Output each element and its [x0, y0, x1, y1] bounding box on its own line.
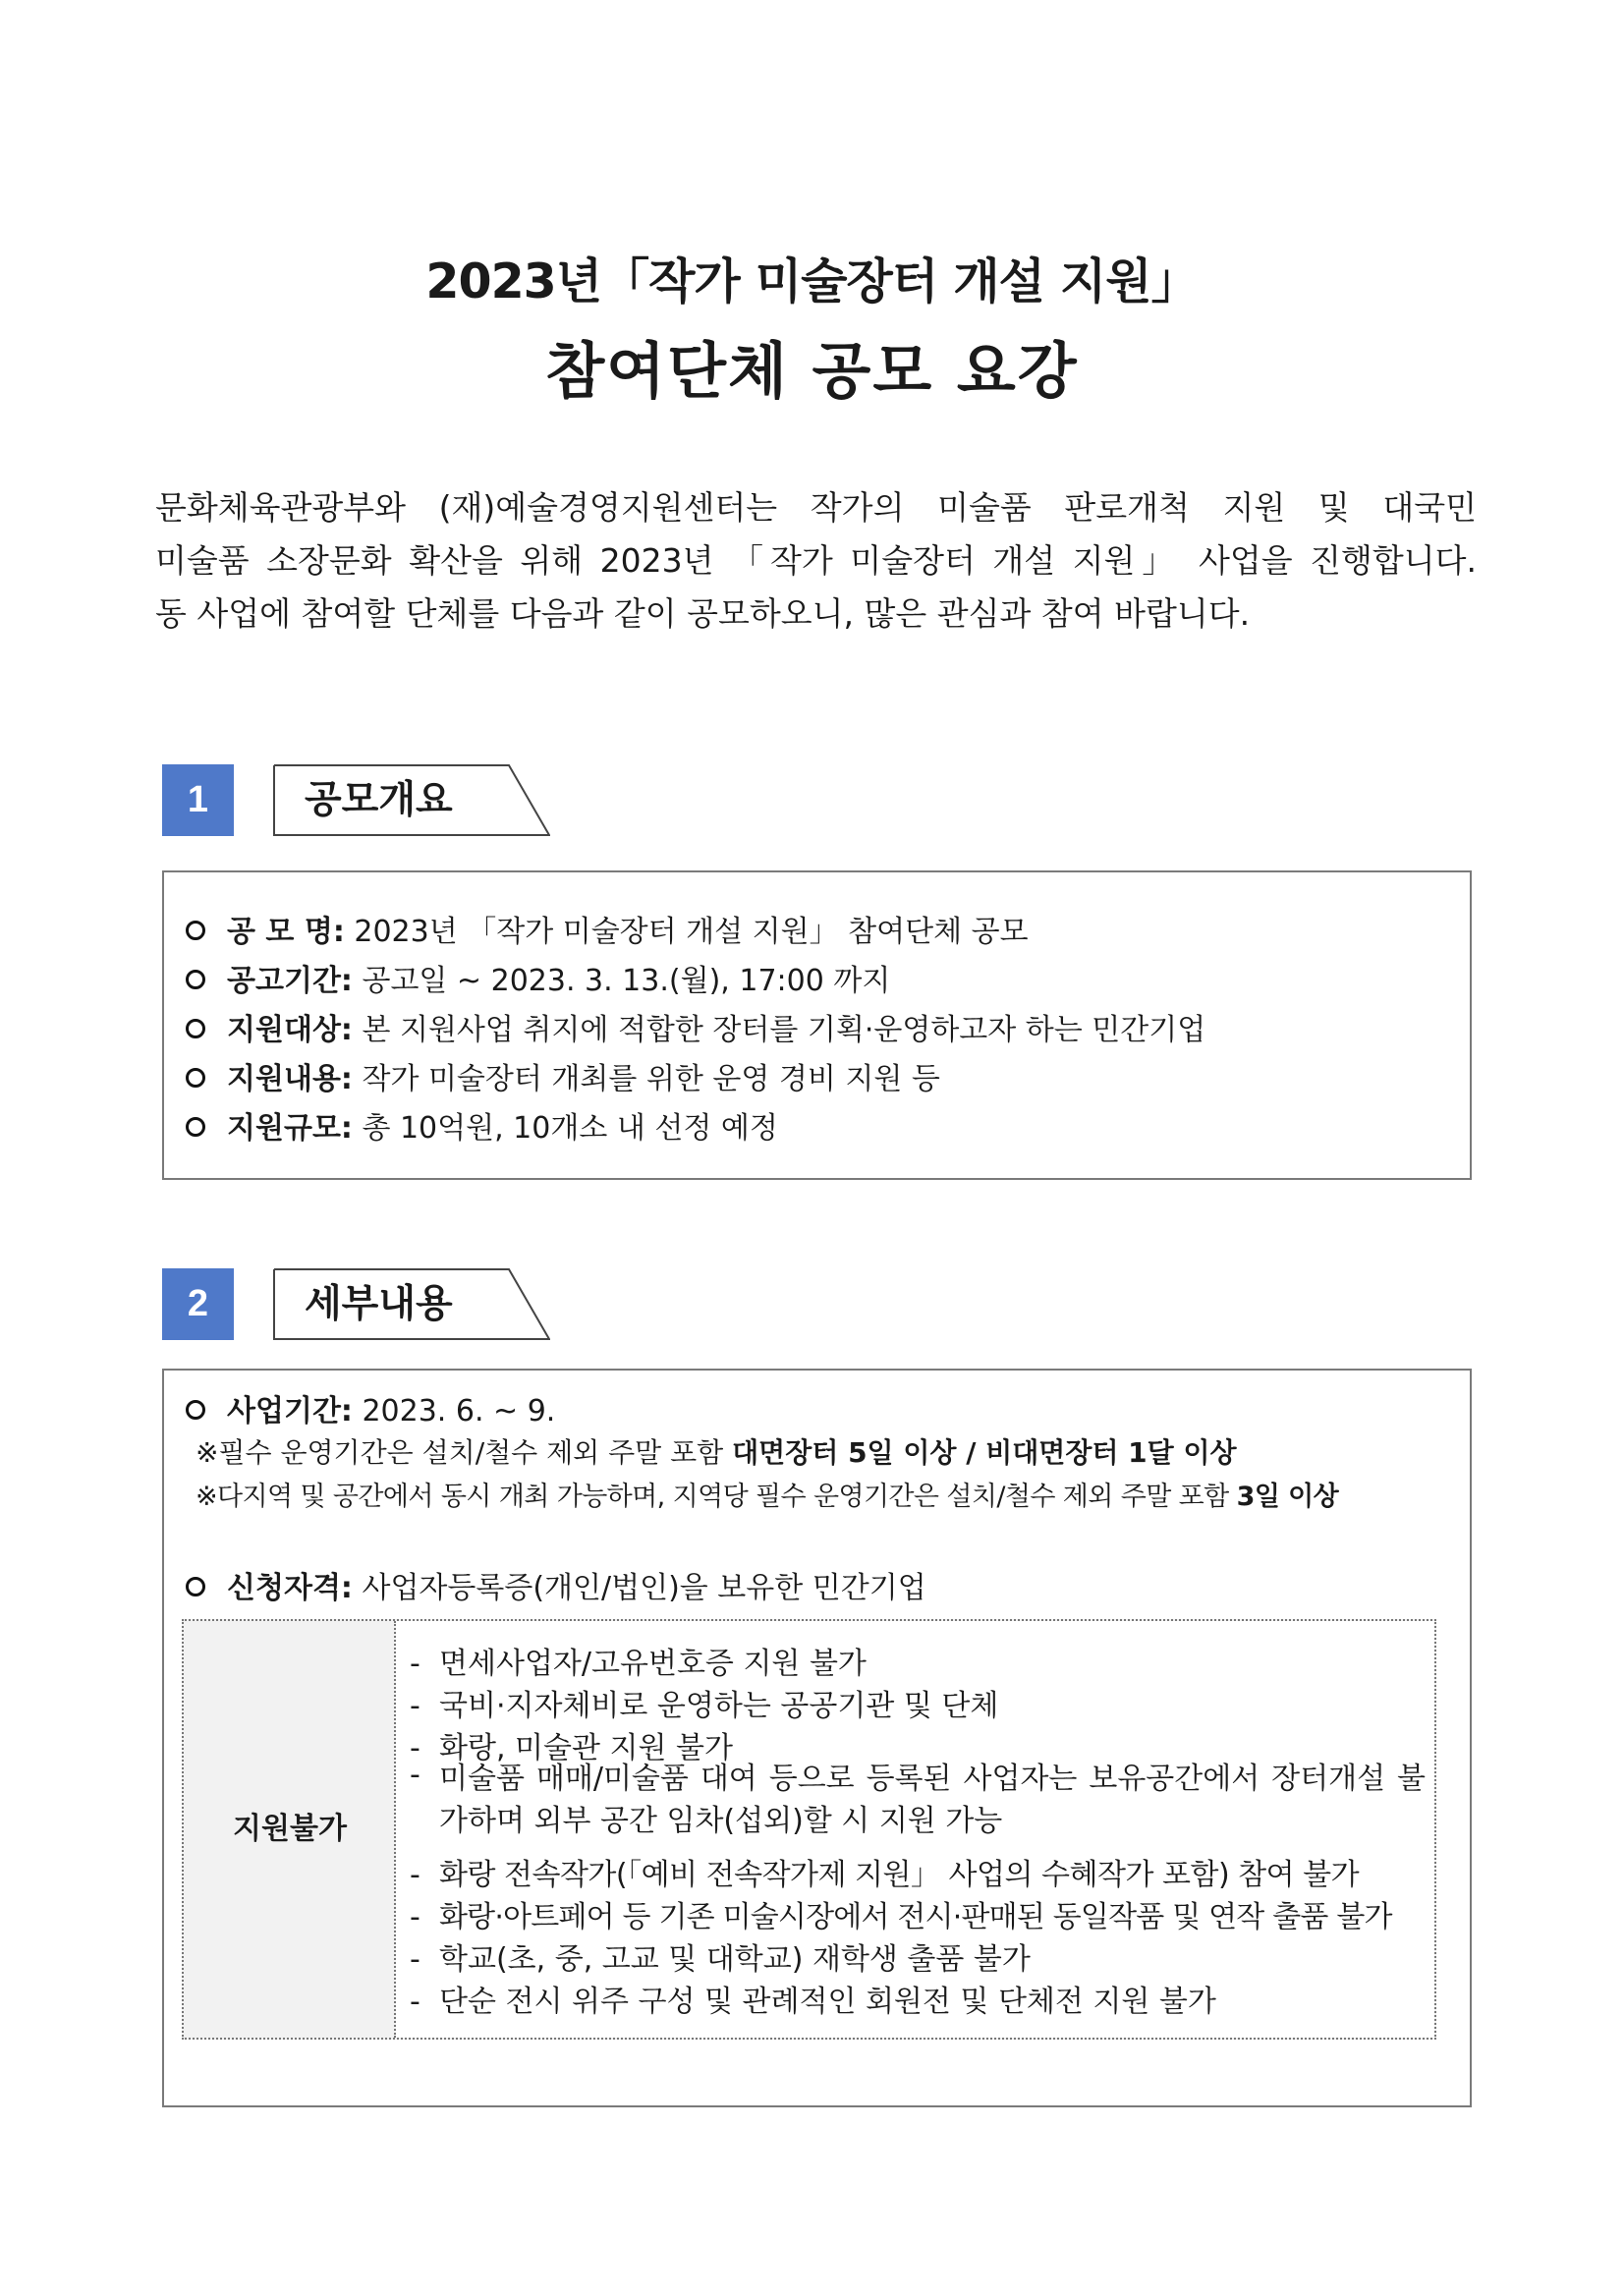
intro-line-1: 문화체육관광부와 (재)예술경영지원센터는 작가의 미술품 판로개척 지원 및 대국민 — [155, 488, 1477, 527]
ineligible-list — [396, 1621, 1434, 2038]
overview-item-period: 공고기간: 공고일 ~ 2023. 3. 13.(월), 17:00 까지 — [186, 956, 890, 999]
document-title-line1: 2023년「작가 미술장터 개설 지원」 — [425, 253, 1199, 309]
intro-line-3: 동 사업에 참여할 단체를 다음과 같이 공모하오니, 많은 관심과 참여 바랍니다. — [155, 594, 1251, 633]
overview-item-scale: 지원규모: 총 10억원, 10개소 내 선정 예정 — [186, 1103, 778, 1147]
document-title-line2: 참여단체 공모 요강 — [545, 335, 1079, 407]
intro-line-2: 미술품 소장문화 확산을 위해 2023년 「작가 미술장터 개설 지원」 사업을 진행합니다. — [155, 541, 1477, 580]
bullet-circle-icon — [186, 1577, 205, 1596]
intro-paragraph — [155, 481, 1477, 641]
section-2-header — [273, 1268, 550, 1340]
ineligible-table — [182, 1619, 1436, 2040]
bullet-circle-icon — [186, 1400, 205, 1420]
ineligible-item: - 화랑·아트페어 등 기존 미술시장에서 전시·판매된 동일작품 및 연작 출품 불가 — [410, 1900, 1392, 1934]
ineligible-item: - 단순 전시 위주 구성 및 관례적인 회원전 및 단체전 지원 불가 — [410, 1985, 1216, 2019]
detail-item-eligibility: 신청자격: 사업자등록증(개인/법인)을 보유한 민간기업 — [186, 1563, 926, 1606]
bullet-circle-icon — [186, 1117, 205, 1137]
ineligible-item: - 국비·지자체비로 운영하는 공공기관 및 단체 — [410, 1689, 999, 1723]
ineligible-item: - 면세사업자/고유번호증 지원 불가 — [410, 1647, 867, 1681]
section-1-box — [162, 870, 1472, 1180]
period-note-1: ※필수 운영기간은 설치/철수 제외 주말 포함 대면장터 5일 이상 / 비대면장터 1달 이상 — [196, 1436, 1237, 1469]
section-2-title: 세부내용 — [305, 1282, 453, 1326]
detail-item-period: 사업기간: 2023. 6. ~ 9. — [186, 1386, 555, 1429]
bullet-circle-icon — [186, 1068, 205, 1088]
ineligible-item: - 화랑, 미술관 지원 불가 — [410, 1731, 733, 1765]
ineligible-item: - 미술품 매매/미술품 대여 등으로 등록된 사업자는 보유공간에서 장터개설 불가하며 외부 공간 임차(섭외)할 시 지원 가능 — [410, 1758, 1426, 1838]
section-2-number: 2 — [162, 1268, 234, 1340]
bullet-circle-icon — [186, 1019, 205, 1038]
section-1-header — [273, 764, 550, 836]
bullet-circle-icon — [186, 970, 205, 989]
ineligible-table-header-label: 지원불가 — [233, 1812, 347, 1846]
section-1-number: 1 — [162, 764, 234, 836]
overview-item-target: 지원대상: 본 지원사업 취지에 적합한 장터를 기획·운영하고자 하는 민간기업 — [186, 1005, 1205, 1048]
ineligible-item: - 학교(초, 중, 고교 및 대학교) 재학생 출품 불가 — [410, 1942, 1031, 1977]
section-2-box — [162, 1369, 1472, 2107]
period-note-2: ※다지역 및 공간에서 동시 개최 가능하며, 지역당 필수 운영기간은 설치/철수 제외 주말 포함 3일 이상 — [196, 1482, 1339, 1512]
ineligible-table-header — [184, 1621, 396, 2038]
bullet-circle-icon — [186, 921, 205, 940]
section-1-title: 공모개요 — [305, 778, 453, 822]
ineligible-item: - 화랑 전속작가(「예비 전속작가제 지원」 사업의 수혜작가 포함) 참여 불가 — [410, 1858, 1360, 1892]
overview-item-content: 지원내용: 작가 미술장터 개최를 위한 운영 경비 지원 등 — [186, 1054, 940, 1097]
overview-item-name: 공 모 명: 2023년 「작가 미술장터 개설 지원」 참여단체 공모 — [186, 907, 1029, 950]
